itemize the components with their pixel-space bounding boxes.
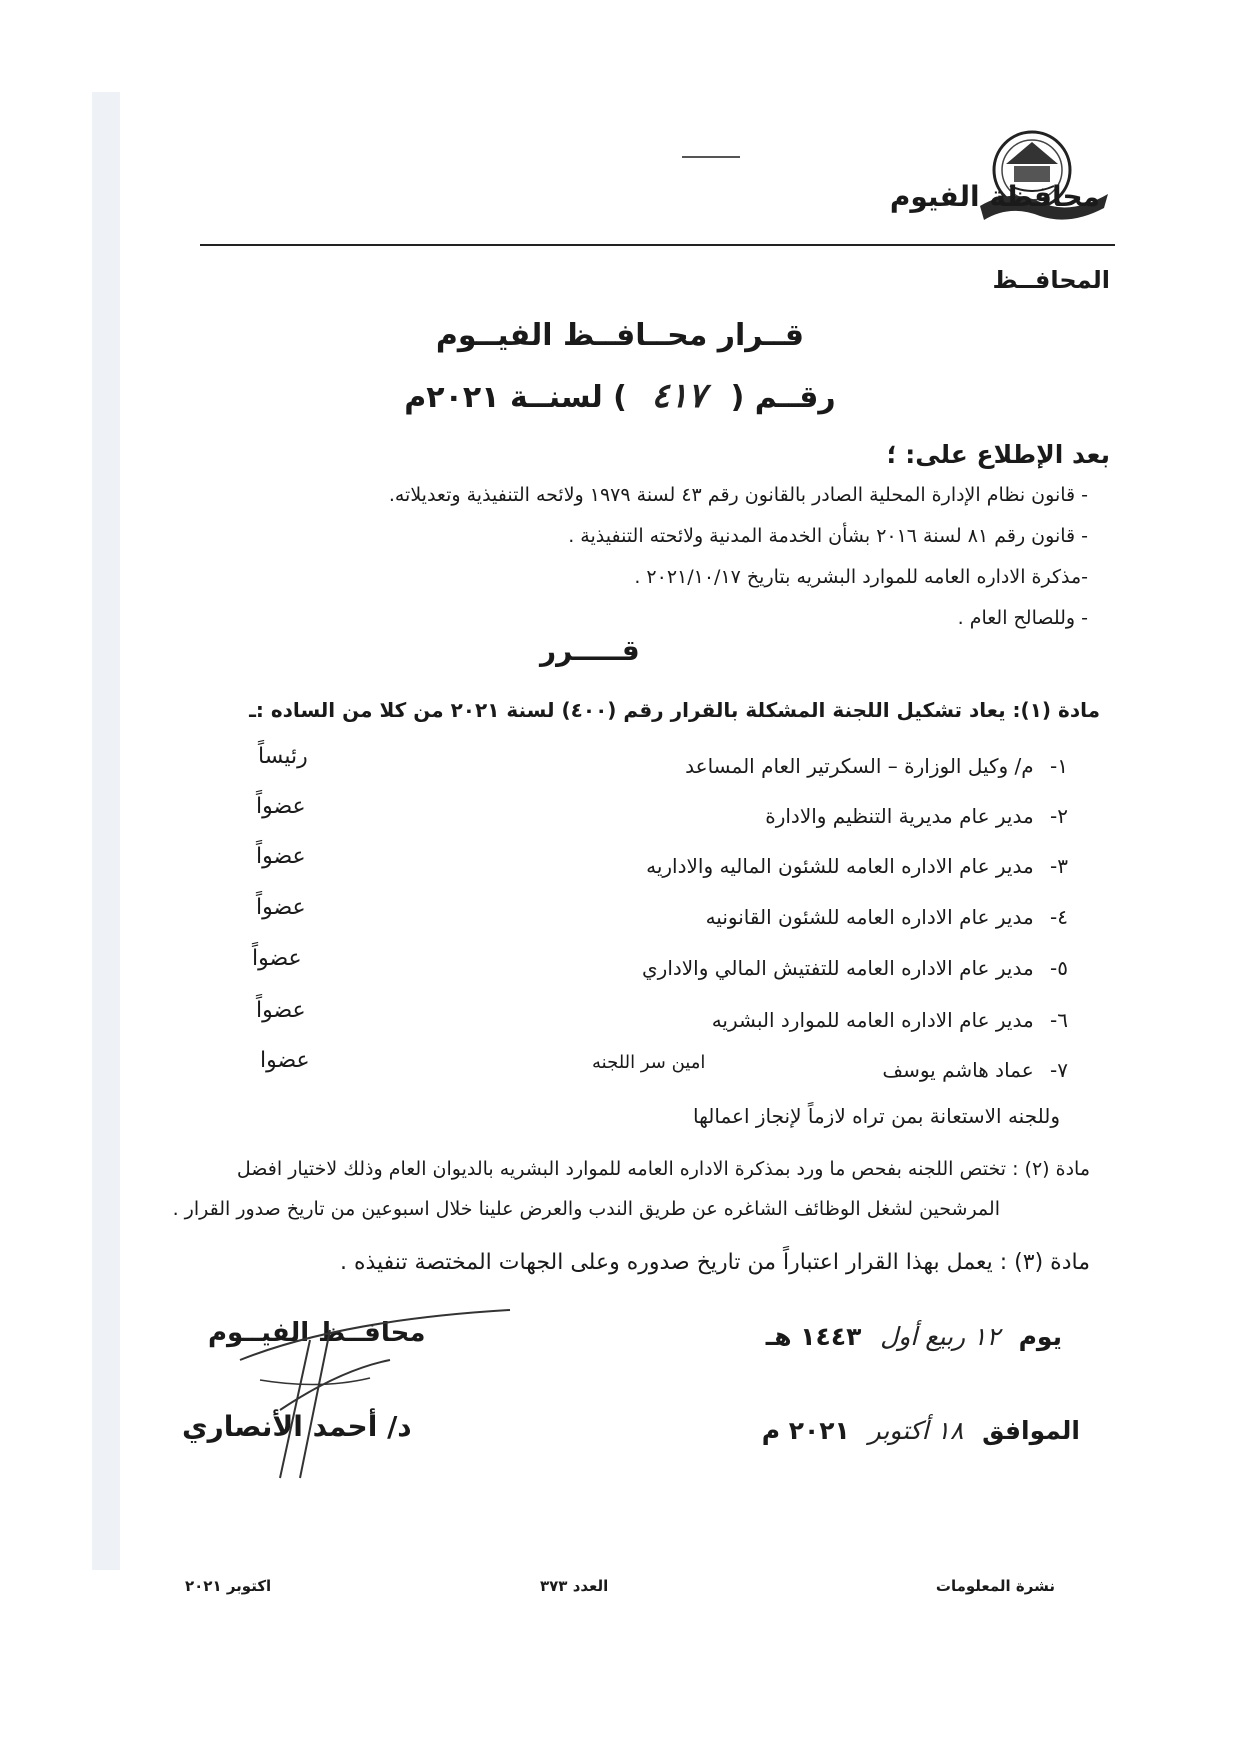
number-prefix: رقــم ( [730,380,836,415]
article-3-text: مادة (٣) : يعمل بهذا القرار اعتباراً من تاريخ صدوره وعلى الجهات المختصة تنفيذه . [339,1250,1090,1275]
decision-number [0,376,1240,416]
member-role: رئيساً [258,744,308,769]
member-row [765,804,1068,828]
hijri-prefix: يوم [1018,1322,1062,1351]
member-role: عضواً [256,998,306,1023]
member-number: ٦- [1050,1008,1068,1032]
decision-title: قــرار محــافــظ الفيــوم [435,318,805,353]
number-suffix: ) لسنــة ٢٠٢١م [404,380,627,415]
member-name: مدير عام مديرية التنظيم والادارة [765,804,1034,828]
member-role: عضواً [256,895,306,920]
member-name: م/ وكيل الوزارة – السكرتير العام المساعد [685,754,1034,778]
footer-publication: نشرة المعلومات [935,1577,1055,1595]
article-1-footnote: وللجنه الاستعانة بمن تراه لازماً لإنجاز اعمالها [692,1104,1060,1128]
gregorian-handwritten: ١٨ أكتوبر [868,1416,964,1445]
member-name: مدير عام الاداره العامه للشئون الماليه والاداريه [646,854,1034,878]
fayoum-governorate-seal-icon [980,128,1110,228]
scan-edge-strip [92,92,120,1570]
member-number: ٧- [1050,1058,1068,1082]
signatory-name: د/ أحمد الأنصاري [182,1410,412,1443]
gregorian-prefix: الموافق [982,1416,1080,1445]
preamble-item-3: -مذكرة الاداره العامه للموارد البشريه بتاريخ ٢٠٢١/١٠/١٧ . [634,566,1088,588]
handwritten-number: ٤١٧ [651,376,707,416]
member-number: ٢- [1050,804,1068,828]
decision-heading: قـــــرر [540,634,640,667]
member-name: عماد هاشم يوسف [882,1058,1034,1082]
member-role: عضوا [260,1048,310,1073]
member-row [712,1008,1068,1032]
preamble-item-1: - قانون نظام الإدارة المحلية الصادر بالقانون رقم ٤٣ لسنة ١٩٧٩ ولائحه التنفيذية وتعديلاته. [388,484,1088,506]
preamble-item-2: - قانون رقم ٨١ لسنة ٢٠١٦ بشأن الخدمة المدنية ولائحته التنفيذية . [568,525,1088,547]
handwritten-signature [220,1300,520,1480]
article-2-line-1: مادة (٢) : تختص اللجنه بفحص ما ورد بمذكرة الاداره العامه للموارد البشريه بالديوان العام وذلك لاختيار افضل [236,1158,1090,1180]
signatory-title: محافــظ الفيــوم [208,1318,426,1348]
member-number: ٥- [1050,956,1068,980]
member-row [642,956,1068,980]
member-number: ٤- [1050,905,1068,929]
hijri-handwritten: ١٢ ربيع أول [880,1322,1000,1351]
member-name: مدير عام الاداره العامه للتفتيش المالي والاداري [642,956,1034,980]
preamble-item-4: - وللصالح العام . [957,607,1088,629]
member-name: مدير عام الاداره العامه للموارد البشريه [711,1008,1034,1032]
member-number: ١- [1050,754,1068,778]
member-note: امين سر اللجنه [592,1052,706,1073]
member-role: عضواً [252,946,302,971]
office-label: المحافــظ [992,266,1110,294]
member-role: عضواً [256,844,306,869]
hijri-suffix: ١٤٤٣ هـ [765,1322,862,1351]
member-row [685,754,1068,778]
member-role: عضواً [256,794,306,819]
header-rule [200,244,1115,246]
footer-issue: العدد ٣٧٣ [540,1577,609,1595]
gregorian-suffix: ٢٠٢١ م [761,1416,850,1445]
member-row [882,1058,1068,1082]
member-row [706,905,1068,929]
governorate-logo [980,128,1110,228]
member-name: مدير عام الاداره العامه للشئون القانونيه [705,905,1034,929]
article-1-text: مادة (١): يعاد تشكيل اللجنة المشكلة بالقرار رقم (٤٠٠) لسنة ٢٠٢١ من كلا من الساده :ـ [249,698,1100,722]
header-dash [682,156,740,158]
member-number: ٣- [1050,854,1068,878]
article-2-line-2: المرشحين لشغل الوظائف الشاغره عن طريق الندب والعرض علينا خلال اسبوعين من تاريخ صدور القرار . [172,1198,1000,1220]
member-row [646,854,1068,878]
gregorian-date [762,1416,1080,1445]
footer-date: اكتوبر ٢٠٢١ [185,1577,272,1595]
preamble-heading: بعد الإطلاع على: ؛ [886,440,1110,469]
hijri-date [766,1322,1062,1351]
org-name: محافظة الفيوم [889,180,1100,213]
